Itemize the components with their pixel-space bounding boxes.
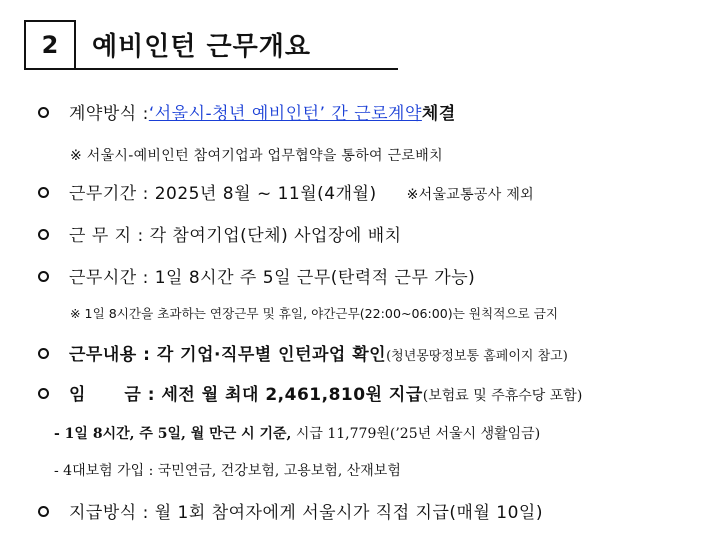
hours-row (38, 263, 475, 288)
title-underline (76, 68, 398, 70)
wage-sub2-text: - 4대보험 가입 : 국민연금, 건강보험, 고용보험, 산재보험 (54, 463, 401, 479)
contract-row (38, 99, 456, 124)
location-row (38, 221, 402, 246)
period-text: 근무기간 : 2025년 8월 ~ 11월(4개월) (69, 184, 377, 204)
bullet-circle-icon (38, 229, 49, 240)
bullet-circle-icon (38, 107, 49, 118)
contract-label: 계약방식 : (69, 104, 149, 124)
contract-tail: 체결 (421, 104, 456, 124)
bullet-circle-icon (38, 271, 49, 282)
payment-text: 지급방식 : 월 1회 참여자에게 서울시가 직접 지급(매월 10일) (69, 503, 543, 523)
content-paren: (청년몽땅정보통 홈페이지 참고) (386, 349, 568, 364)
wage-sub1 (54, 423, 540, 443)
contract-link[interactable]: ‘서울시-청년 예비인턴’ 간 근로계약 (148, 104, 422, 124)
wage-sub1-rest: 시급 11,779원(’25년 서울시 생활임금) (291, 426, 541, 442)
section-number: 2 (41, 31, 59, 59)
location-text: 근 무 지 : 각 참여기업(단체) 사업장에 배치 (69, 226, 402, 246)
bullet-circle-icon (38, 506, 49, 517)
section-number-box (24, 20, 76, 70)
hours-note-text: ※ 1일 8시간을 초과하는 연장근무 및 휴일, 야간근무(22:00~06:00)는 원칙적으로 금지 (70, 306, 559, 321)
content-text: 근무내용 : 각 기업·직무별 인턴과업 확인 (69, 345, 387, 365)
period-note: ※서울교통공사 제외 (406, 187, 534, 203)
contract-note (70, 145, 443, 165)
bullet-circle-icon (38, 348, 49, 359)
wage-sub1-bold: - 1일 8시간, 주 5일, 월 만근 시 기준, (54, 426, 292, 442)
wage-row (38, 380, 582, 405)
bullet-circle-icon (38, 187, 49, 198)
period-row (38, 179, 534, 204)
wage-text: 임 금 : 세전 월 최대 2,461,810원 지급 (69, 385, 423, 405)
payment-row (38, 498, 543, 523)
hours-text: 근무시간 : 1일 8시간 주 5일 근무(탄력적 근무 가능) (69, 268, 476, 288)
contract-note-text: ※ 서울시-예비인턴 참여기업과 업무협약을 통하여 근로배치 (70, 148, 443, 164)
hours-note (70, 303, 558, 322)
content-row (38, 340, 568, 365)
wage-sub2 (54, 460, 401, 480)
page-title: 예비인턴 근무개요 (92, 32, 311, 62)
wage-paren: (보험료 및 주휴수당 포함) (422, 388, 583, 404)
bullet-circle-icon (38, 388, 49, 399)
